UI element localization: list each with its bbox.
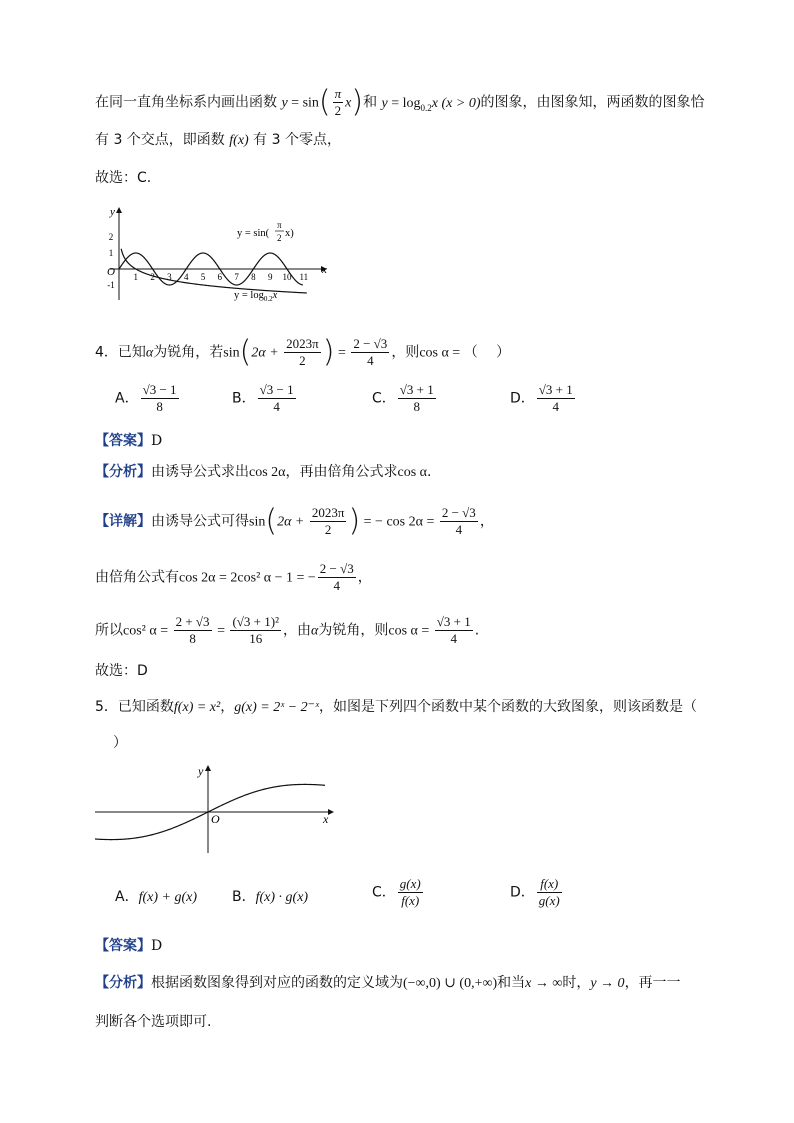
q5-x-label: x [323,812,329,826]
q4-analysis: 【分析】由诱导公式求出cos 2α，再由倍角公式求cos α. [95,464,432,480]
q4-choose: 故选：D [95,663,148,679]
y-tick-label: 2 [108,232,114,242]
y-tick-label: -1 [107,280,115,290]
option-5d[interactable]: D． $\frac{f(x)}{g(x)}$ [510,876,560,908]
sin-curve-label: y = sin( [237,228,270,239]
q4-detail: 【详解】由诱导公式可得sin(2α + $\frac{2023\pi}{2}$ ) = − cos 2α = $\frac{2 - √3}{4}$ ， [95,503,494,539]
y-tick-label: 1 [108,248,114,258]
option-5b[interactable]: B．f(x) · g(x) [232,889,309,905]
q4-double-angle: 由倍角公式有cos 2α = 2cos² α − 1 = − $\frac{2 - √3}{4}$ ， [95,561,372,593]
x-tick-label: 10 [282,272,292,282]
question-5: 5．已知函数f(x) = x²，g(x) = 2ˣ − 2⁻ˣ，如图是下列四个函数中某个函数的大致图象，则该函数是（ [95,699,697,715]
option-4c[interactable]: C． $\frac{√3 + 1}{8}$ [372,382,434,414]
q5-y-label: y [198,764,204,778]
q5-analysis-2: 判断各个选项即可. [95,1014,212,1030]
sin-log-graph [100,200,340,306]
option-4b[interactable]: B． $\frac{√3 - 1}{4}$ [232,382,294,414]
x-tick-label: 3 [167,272,172,282]
x-tick-label: 7 [234,272,239,282]
svg-text:π: π [277,220,282,230]
svg-text:x): x) [285,228,294,239]
sin-function: y [281,95,288,111]
choose-c: 故选：C. [95,170,152,186]
log-curve-label: $y = \log_{0.2}x$ [234,290,278,303]
option-5a[interactable]: A．f(x) + g(x) [115,889,197,905]
x-tick-label: 9 [267,272,273,282]
q5-graph [95,763,340,855]
origin-label: O [107,266,115,278]
x-tick-label: 5 [200,272,206,282]
q4-answer: 【答案】D [95,433,163,449]
x-tick-label: 6 [217,272,223,282]
x-tick-label: 11 [299,272,309,282]
x-tick-label: 1 [133,272,139,282]
x-axis-label: x [322,264,327,276]
x-tick-label: 8 [251,272,256,282]
x-tick-label: 4 [183,272,189,282]
svg-text:2: 2 [277,233,282,243]
option-4a[interactable]: A． $\frac{√3 - 1}{8}$ [115,382,177,414]
question-5-close: ） [113,735,127,751]
option-5c[interactable]: C． $\frac{g(x)}{f(x)}$ [372,876,421,908]
question-4: 4．已知α为锐角，若sin(2α + $\frac{2023\pi}{2}$ ) = $\frac{2 - √3}{4}$ ，则cos α = （ ） [95,334,511,370]
q5-answer: 【答案】D [95,938,163,954]
y-axis-label: y [110,206,115,218]
solution-3-paragraph-2: 有 3 个交点，即函数 f(x) 有 3 个零点， [95,132,341,148]
q5-origin: O [211,812,220,826]
option-4d[interactable]: D． $\frac{√3 + 1}{4}$ [510,382,573,414]
log-curve [121,249,307,293]
q4-conclusion: 所以cos² α = $\frac{2 + √3}{8}$ = $\frac{\text{(√3 + 1)²}}{16}$ ，由α为锐角，则cos α = $\frac{√3 + 1}{4}$ . [95,614,480,646]
x-tick-label: 2 [150,272,155,282]
solution-3-paragraph: 在同一直角坐标系内画出函数 y = sin( $\frac{\pi}{2}$ x)和 $y = \log_{0.2}x$ (x > 0)的图象，由图象知，两函数的图象恰 [95,84,705,120]
q5-analysis: 【分析】根据函数图象得到对应的函数的定义域为(−∞,0) ∪ (0,+∞)和当x → ∞时，y → 0，再一一 [95,975,681,991]
log-function: $y = \log_{0.2}x$ (x > 0) [381,95,481,113]
